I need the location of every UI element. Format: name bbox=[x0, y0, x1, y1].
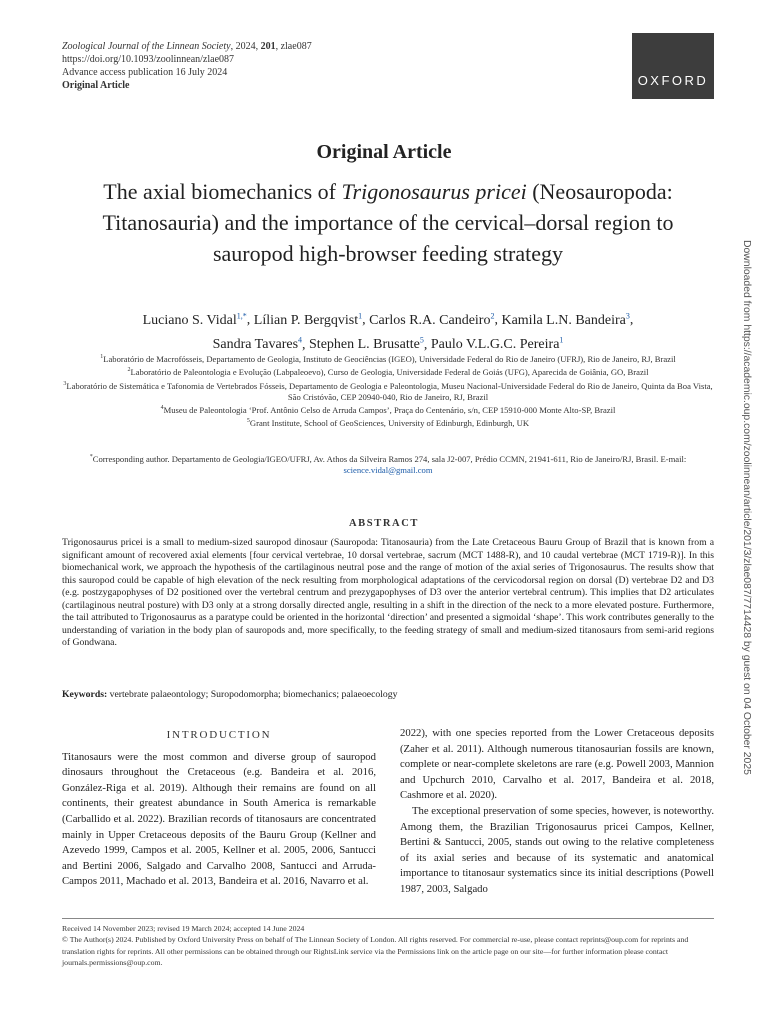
intro-paragraph: The exceptional preservation of some species, however, is noteworthy. Among them, the Brazilian Trigonosaurus pricei Campos, Kellner, Bertini & Santucci, 2005, stands out owing to the relative completeness of its axial series and because of its systematic and anatomical importance to titanosaur systematics since its initial descriptions (Powell 1987, 2003, Salgado bbox=[400, 804, 714, 895]
advance-access: Advance access publication 16 July 2024 bbox=[62, 67, 228, 78]
journal-citation bbox=[62, 40, 312, 53]
footer-rule bbox=[62, 918, 714, 919]
corresponding-author: *Corresponding author. Departamento de Geologia/IGEO/UFRJ, Av. Athos da Silveira Ramos 274, sala J2-007, Prédio CCMN, 21941-611, Rio de Janeiro/RJ, Brasil. E-mail: science.vidal@gmail.com bbox=[89, 453, 687, 476]
journal-name: Zoological Journal of the Linnean Society bbox=[62, 41, 231, 52]
abstract-heading: ABSTRACT bbox=[349, 518, 419, 529]
author[interactable]: Luciano S. Vidal$^{1,*}$ bbox=[142, 311, 247, 328]
keywords-label: Keywords: bbox=[62, 689, 108, 700]
journal-year: , 2024, bbox=[230, 41, 261, 52]
download-watermark bbox=[740, 240, 756, 1020]
intro-paragraph: Titanosaurs were the most common and diverse group of sauropod dinosaurs throughout the Cretaceous (e.g. Bandeira et al. 2016, González-Riga et al. 2019). Although their remains are found on all continents, their greatest abundance in South America is remarkable (Carballido et al. 2022). Brazilian records of titanosaurs are concentrated mainly in Upper Cretaceous deposits of the Bauru Group (Kellner and Azevedo 1999, Campos et al. 2005, Kellner et al. 2005, 2006, Santucci and Bertini 2006, Salgado and Carvalho 2008, Santucci and Arruda-Campos 2011, Machado et al. 2013, Bandeira et al. 2016, Navarro et al. bbox=[62, 750, 376, 888]
author[interactable]: Sandra Tavares$^4$ bbox=[212, 335, 303, 353]
copyright-notice: © The Author(s) 2024. Published by Oxford University Press on behalf of The Linnean Society of London. All rights reserved. For commercial re-use, please contact reprints@oup.com for reprints and translation rights for reprints. All other permissions can be obtained through our RightsLink service via the Permissions link on the article page on our site—for further information please contact journals.permissions@oup.com. bbox=[62, 935, 689, 968]
title-part1: The axial biomechanics of bbox=[103, 179, 342, 204]
affiliation: $^1$Laboratório de Macrofósseis, Departamento de Geologia, Instituto de Geociências (IGEO), Universidade Federal do Rio de Janeiro (UFRJ), Rio de Janeiro, RJ, Brazil bbox=[100, 353, 676, 364]
journal-volume: 201 bbox=[260, 41, 276, 52]
oxford-logo bbox=[632, 33, 714, 99]
author-list: Luciano S. Vidal$^{1,*}$, Lílian P. Bergqvist$^1$, Carlos R.A. Candeiro$^2$, Kamila L.N. Bandeira$^3$, Sandra Tavares$^4$, Stephen L. Brusatte$^5$, Paulo V.L.G.C. Pereira$^1$ bbox=[142, 311, 634, 353]
title-species: Trigonosaurus pricei bbox=[341, 179, 527, 204]
affiliation: $^5$Grant Institute, School of GeoSciences, University of Edinburgh, Edinburgh, UK bbox=[246, 418, 530, 429]
author[interactable]: Kamila L.N. Bandeira$^3$ bbox=[501, 311, 630, 328]
article-id: , zlae087 bbox=[275, 41, 312, 52]
footer-notes bbox=[62, 923, 714, 969]
keywords-text: vertebrate palaeontology; Suropodomorpha; biomechanics; palaeoecology bbox=[107, 689, 398, 700]
article-title bbox=[62, 176, 714, 269]
intro-column-right bbox=[400, 726, 714, 898]
logo-text: OXFORD bbox=[637, 73, 709, 88]
journal-header bbox=[62, 40, 312, 92]
title-part2: (Neosauropoda: Titanosauria) and the importance of the cervical–dorsal region to sauropod high-browser feeding strategy bbox=[102, 179, 674, 266]
article-type: Original Article bbox=[62, 80, 130, 91]
intro-paragraph: 2022), with one species reported from the Lower Cretaceous deposits (Zaher et al. 2011). Although numerous titanosaurian fossils are known, complete or near-complete skeletons are rare (e.g. Powell 2003, Mannion and Upchurch 2010, Carvalho et al. 2017, Bandeira et al. 2018, Cashmore et al. 2020). bbox=[400, 727, 714, 802]
affiliation: $^4$Museu de Paleontologia ‘Prof. Antônio Celso de Arruda Campos’, Praça do Centenário, s/n, CEP 15910-000 Monte Alto-SP, Brazil bbox=[160, 405, 616, 416]
author[interactable]: Stephen L. Brusatte$^5$ bbox=[309, 335, 424, 353]
section-label: Original Article bbox=[316, 141, 452, 163]
keywords bbox=[62, 689, 714, 701]
received-dates: Received 14 November 2023; revised 19 March 2024; accepted 14 June 2024 bbox=[62, 924, 305, 933]
author[interactable]: Lílian P. Bergqvist$^1$ bbox=[253, 311, 363, 328]
intro-heading: INTRODUCTION bbox=[166, 729, 272, 741]
affiliation: $^2$Laboratório de Paleontologia e Evolução (Labpaleoevo), Curso de Geologia, Universidade Federal de Goiás (UFG), Aparecida de Goiânia, GO, Brazil bbox=[127, 367, 649, 378]
affiliation: $^3$Laboratório de Sistemática e Tafonomia de Vertebrados Fósseis, Departamento de Geologia e Paleontologia, Museu Nacional-Universidade Federal do Rio de Janeiro, Quinta da Boa Vista, São Cristóvão, CEP 20940-040, Rio de Janeiro, RJ, Brazil bbox=[63, 380, 713, 402]
download-watermark-text: Downloaded from https://academic.oup.com/zoolinnean/article/201/3/zlae087/7714428 by guest on 04 October 2025 bbox=[741, 240, 752, 775]
abstract-text: Trigonosaurus pricei is a small to medium-sized sauropod dinosaur (Sauropoda: Titanosauria) from the Late Cretaceous Bauru Group of Brazil that is known from a significant amount of recovered axial elements [four cervical vertebrae, 10 dorsal vertebrae, sacrum (MCT 1488-R), and 10 caudal vertebrae (MCT 1719-R)]. In this biomechanical work, we approach the hypothesis of the cartilaginous neutral pose and the range of motion of the axial series of Trigonosaurus. The results show that this sauropod could be capable of high elevation of the neck resulting from morphological adaptations of the cervicodorsal region on dorsal (D) vertebrae D2 and D3 (e.g. postzygapophyses of D2 positioned over the vertebral centrum and prezygapophyses of D3 over the anterior vertebral centrum). This implies that D2 articulates (cartilaginous neutral posture) with D3 only at a strong dorsally directed angle, resulting in a shift in the direction of the neck to a more elevated posture. Furthermore, the tail attributed to Trigonosaurus as a paratype could be oriented in the horizontal ‘direction’ and presented a sigmoidal ‘shape’. This work contributes generally to the understanding of variation in the body plan of sauropods and, more specifically, to the feeding strategy of small and medium-sized titanosaurs from semi-arid regions of Gondwana. bbox=[62, 537, 714, 649]
author[interactable]: Carlos R.A. Candeiro$^2$ bbox=[369, 311, 495, 328]
author[interactable]: Paulo V.L.G.C. Pereira$^1$ bbox=[430, 335, 564, 353]
doi-link[interactable]: https://doi.org/10.1093/zoolinnean/zlae087 bbox=[62, 54, 235, 65]
intro-column-left bbox=[62, 728, 376, 890]
email-link[interactable]: science.vidal@gmail.com bbox=[343, 465, 433, 476]
affiliations bbox=[62, 352, 714, 430]
